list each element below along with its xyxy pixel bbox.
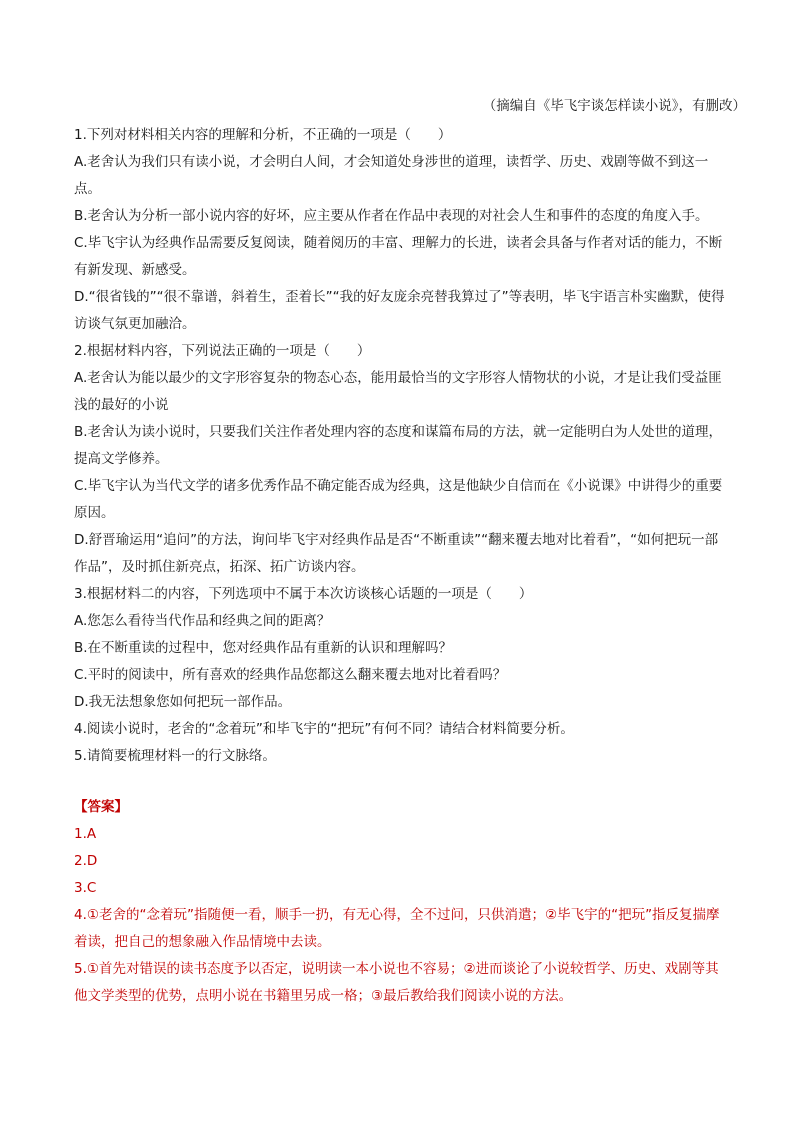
option-b: B.老舍认为分析一部小说内容的好坏，应主要从作者在作品中表现的对社会人生和事件的态度的角度入手。 [74,208,709,224]
question-stem: 4.阅读小说时，老舍的“念着玩”和毕飞宇的“把玩”有何不同？请结合材料简要分析。 [74,721,574,737]
question-3 [74,581,726,716]
option-d: D.舒晋瑜运用“追问”的方法，询问毕飞宇对经典作品是否“不断重读”“翻来覆去地对比着看”，“如何把玩一部作品”，及时抓住新亮点，拓深、拓广访谈内容。 [74,532,719,575]
answer-item-1: 1.A [74,826,97,842]
source-citation: （摘编自《毕飞宇谈怎样读小说》，有删改） [482,98,746,114]
option-d: D.“很省钱的”“很不靠谱，斜着生，歪着长”“我的好友庞余亮替我算过了”等表明，毕飞宇语言朴实幽默，使得访谈气氛更加融洽。 [74,289,725,332]
option-a: A.老舍认为能以最少的文字形容复杂的物态心态，能用最恰当的文字形容人情物状的小说，才是让我们受益匪浅的最好的小说 [74,370,722,413]
question-2 [74,338,726,581]
option-a: A.老舍认为我们只有读小说，才会明白人间，才会知道处身涉世的道理，读哲学、历史、戏剧等做不到这一点。 [74,154,709,197]
answer-item-3: 3.C [74,880,97,896]
answer-section [74,794,726,1010]
option-c: C.毕飞宇认为经典作品需要反复阅读，随着阅历的丰富、理解力的长进，读者会具备与作者对话的能力，不断有新发现、新感受。 [74,235,723,278]
question-stem: 2.根据材料内容，下列说法正确的一项是（ ） [74,343,371,359]
question-1 [74,122,726,338]
option-b: B.老舍认为读小说时，只要我们关注作者处理内容的态度和谋篇布局的方法，就一定能明白为人处世的道理，提高文学修养。 [74,424,723,467]
answer-item-4: 4.①老舍的“念着玩”指随便一看，顺手一扔，有无心得，全不过问，只供消遣；②毕飞宇的“把玩”指反复揣摩着读，把自己的想象融入作品情境中去读。 [74,907,720,950]
question-stem: 3.根据材料二的内容，下列选项中不属于本次访谈核心话题的一项是（ ） [74,586,533,602]
question-stem: 1.下列对材料相关内容的理解和分析，不正确的一项是（ ） [74,127,452,143]
question-5 [74,743,726,770]
question-stem: 5.请简要梳理材料一的行文脉络。 [74,748,276,764]
option-d: D.我无法想象您如何把玩一部作品。 [74,694,292,710]
question-section [74,122,726,1010]
option-c: C.毕飞宇认为当代文学的诸多优秀作品不确定能否成为经典，这是他缺少自信而在《小说课》中讲得少的重要原因。 [74,478,723,521]
answer-heading: 【答案】 [74,799,128,815]
answer-item-5: 5.①首先对错误的读书态度予以否定，说明读一本小说也不容易；②进而谈论了小说较哲学、历史、戏剧等其他文学类型的优势，点明小说在书籍里另成一格；③最后教给我们阅读小说的方法。 [74,961,719,1004]
option-b: B.在不断重读的过程中，您对经典作品有重新的认识和理解吗？ [74,640,453,656]
option-a: A.您怎么看待当代作品和经典之间的距离？ [74,613,331,629]
section-spacer [74,770,726,794]
option-c: C.平时的阅读中，所有喜欢的经典作品您都这么翻来覆去地对比着看吗？ [74,667,507,683]
answer-item-2: 2.D [74,853,98,869]
question-4 [74,716,726,743]
